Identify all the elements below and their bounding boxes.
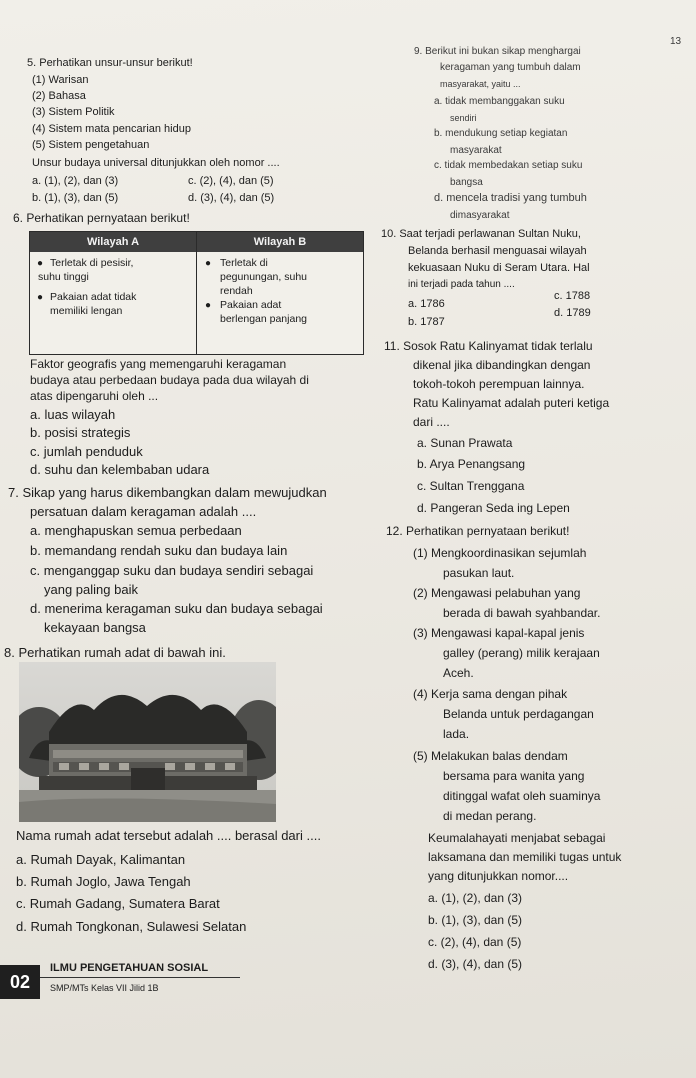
- bullet-icon: ●: [37, 258, 44, 269]
- table-cell-b2-line2: berlengan panjang: [220, 313, 307, 325]
- q7-option-a[interactable]: a. menghapuskan semua perbedaan: [30, 523, 242, 538]
- footer-divider: [40, 977, 240, 978]
- q11-stem-line2: dikenal jika dibandingkan dengan: [413, 358, 591, 372]
- q12-item-5-line2: bersama para wanita yang: [443, 769, 585, 783]
- q10-stem-line1: 10. Saat terjadi perlawanan Sultan Nuku,: [381, 228, 581, 240]
- q10-option-a[interactable]: a. 1786: [408, 298, 445, 310]
- q10-stem-line2: Belanda berhasil menguasai wilayah: [408, 245, 587, 257]
- q5-option-a[interactable]: a. (1), (2), dan (3): [32, 175, 119, 187]
- q12-stem: 12. Perhatikan pernyataan berikut!: [386, 524, 570, 538]
- q5-option-c[interactable]: c. (2), (4), dan (5): [188, 175, 274, 187]
- q6-option-c[interactable]: c. jumlah penduduk: [30, 444, 143, 459]
- q12-item-4-line2: Belanda untuk perdagangan: [443, 707, 594, 721]
- table-cell-a2-line2: memiliki lengan: [50, 305, 123, 317]
- q12-item-5-line4: di medan perang.: [443, 809, 537, 823]
- table-header-wilayah-a: Wilayah A: [30, 232, 196, 252]
- q8-option-c[interactable]: c. Rumah Gadang, Sumatera Barat: [16, 896, 220, 911]
- bullet-icon: ●: [205, 300, 212, 311]
- table-cell-a2-line1: Pakaian adat tidak: [50, 291, 137, 303]
- table-header-wilayah-b: Wilayah B: [197, 232, 363, 252]
- bullet-icon: ●: [205, 258, 212, 269]
- q5-prompt: Unsur budaya universal ditunjukkan oleh nomor ....: [32, 157, 280, 169]
- region-comparison-table: [29, 231, 364, 355]
- q11-stem-line1: 11. Sosok Ratu Kalinyamat tidak terlalu: [384, 339, 593, 353]
- table-cell-b1-line1: Terletak di: [220, 257, 268, 269]
- q11-option-a[interactable]: a. Sunan Prawata: [417, 436, 513, 450]
- q7-option-c-line2: yang paling baik: [44, 582, 138, 597]
- q8-prompt: Nama rumah adat tersebut adalah .... berasal dari ....: [16, 828, 321, 843]
- q8-option-d[interactable]: d. Rumah Tongkonan, Sulawesi Selatan: [16, 919, 247, 934]
- q9-option-a-line1[interactable]: a. tidak membanggakan suku: [434, 96, 565, 107]
- q8-option-b[interactable]: b. Rumah Joglo, Jawa Tengah: [16, 874, 191, 889]
- footer-book-title: SMP/MTs Kelas VII Jilid 1B: [50, 983, 159, 993]
- table-cell-a1-line1: Terletak di pesisir,: [50, 257, 134, 269]
- q12-item-1-line2: pasukan laut.: [443, 566, 515, 580]
- footer-page-badge: 02: [0, 965, 40, 999]
- q10-stem-line4: ini terjadi pada tahun ....: [408, 279, 515, 290]
- q7-stem-line2: persatuan dalam keragaman adalah ....: [30, 504, 257, 519]
- q9-stem-line2: keragaman yang tumbuh dalam: [440, 62, 581, 73]
- q12-option-d[interactable]: d. (3), (4), dan (5): [428, 957, 523, 971]
- table-cell-b1-line3: rendah: [220, 285, 253, 297]
- q5-item-2: (2) Bahasa: [32, 90, 86, 102]
- q10-option-c[interactable]: c. 1788: [554, 290, 591, 302]
- q12-prompt-line1: Keumalahayati menjabat sebagai: [428, 831, 606, 845]
- q12-option-a[interactable]: a. (1), (2), dan (3): [428, 891, 523, 905]
- q12-item-3-line2: galley (perang) milik kerajaan: [443, 646, 600, 660]
- q12-item-5-line1: (5) Melakukan balas dendam: [413, 749, 568, 763]
- q12-option-b[interactable]: b. (1), (3), dan (5): [428, 913, 523, 927]
- q10-option-d[interactable]: d. 1789: [554, 307, 591, 319]
- q6-prompt-line3: atas dipengaruhi oleh ...: [30, 389, 159, 403]
- page-number: 13: [670, 36, 682, 47]
- q5-item-1: (1) Warisan: [32, 74, 89, 86]
- q12-prompt-line3: yang ditunjukkan nomor....: [428, 869, 569, 883]
- q6-option-d[interactable]: d. suhu dan kelembaban udara: [30, 462, 210, 477]
- q5-stem: 5. Perhatikan unsur-unsur berikut!: [27, 57, 193, 69]
- q11-stem-line3: tokoh-tokoh perempuan lainnya.: [413, 377, 585, 391]
- q9-option-b-line2: masyarakat: [450, 145, 502, 156]
- q7-stem-line1: 7. Sikap yang harus dikembangkan dalam mewujudkan: [8, 485, 327, 500]
- q6-prompt-line1: Faktor geografis yang memengaruhi keragaman: [30, 357, 287, 371]
- rumah-gadang-photo: [19, 662, 276, 822]
- q7-option-d-line1[interactable]: d. menerima keragaman suku dan budaya sebagai: [30, 601, 323, 616]
- q6-stem: 6. Perhatikan pernyataan berikut!: [13, 211, 190, 225]
- q12-item-5-line3: ditinggal wafat oleh suaminya: [443, 789, 601, 803]
- q6-option-b[interactable]: b. posisi strategis: [30, 425, 131, 440]
- q11-option-c[interactable]: c. Sultan Trenggana: [417, 479, 525, 493]
- q12-item-2-line1: (2) Mengawasi pelabuhan yang: [413, 586, 581, 600]
- q5-item-4: (4) Sistem mata pencarian hidup: [32, 123, 191, 135]
- q9-option-c-line1[interactable]: c. tidak membedakan setiap suku: [434, 160, 583, 171]
- table-cell-b2-line1: Pakaian adat: [220, 299, 282, 311]
- q9-option-d-line1[interactable]: d. mencela tradisi yang tumbuh: [434, 192, 587, 204]
- q10-option-b[interactable]: b. 1787: [408, 316, 445, 328]
- q12-option-c[interactable]: c. (2), (4), dan (5): [428, 935, 522, 949]
- q11-option-b[interactable]: b. Arya Penangsang: [417, 457, 526, 471]
- table-cell-b1-line2: pegunungan, suhu: [220, 271, 307, 283]
- table-cell-a1-line2: suhu tinggi: [38, 271, 89, 283]
- q6-option-a[interactable]: a. luas wilayah: [30, 407, 116, 422]
- q8-stem: 8. Perhatikan rumah adat di bawah ini.: [4, 645, 226, 660]
- q7-option-b[interactable]: b. memandang rendah suku dan budaya lain: [30, 543, 288, 558]
- q11-option-d[interactable]: d. Pangeran Seda ing Lepen: [417, 501, 570, 515]
- q12-item-4-line3: lada.: [443, 727, 470, 741]
- q10-stem-line3: kekuasaan Nuku di Seram Utara. Hal: [408, 262, 590, 274]
- q5-option-b[interactable]: b. (1), (3), dan (5): [32, 192, 119, 204]
- q11-stem-line4: Ratu Kalinyamat adalah puteri ketiga: [413, 396, 610, 410]
- q11-stem-line5: dari ....: [413, 415, 450, 429]
- q7-option-c-line1[interactable]: c. menganggap suku dan budaya sendiri sebagai: [30, 563, 314, 578]
- q9-option-a-line2: sendiri: [450, 113, 477, 123]
- q7-option-d-line2: kekayaan bangsa: [44, 620, 146, 635]
- q12-item-3-line1: (3) Mengawasi kapal-kapal jenis: [413, 626, 585, 640]
- q9-stem-line1: 9. Berikut ini bukan sikap menghargai: [414, 46, 581, 57]
- q12-item-3-line3: Aceh.: [443, 666, 474, 680]
- footer-subject: ILMU PENGETAHUAN SOSIAL: [50, 962, 209, 974]
- q12-item-2-line2: berada di bawah syahbandar.: [443, 606, 601, 620]
- q12-prompt-line2: laksamana dan memiliki tugas untuk: [428, 850, 622, 864]
- q9-option-b-line1[interactable]: b. mendukung setiap kegiatan: [434, 128, 568, 139]
- q9-option-c-line2: bangsa: [450, 177, 483, 188]
- q5-option-d[interactable]: d. (3), (4), dan (5): [188, 192, 275, 204]
- q8-option-a[interactable]: a. Rumah Dayak, Kalimantan: [16, 852, 186, 867]
- q9-stem-line3: masyarakat, yaitu ...: [440, 79, 521, 89]
- q9-option-d-line2: dimasyarakat: [450, 210, 510, 221]
- q5-item-5: (5) Sistem pengetahuan: [32, 139, 150, 151]
- q12-item-4-line1: (4) Kerja sama dengan pihak: [413, 687, 568, 701]
- q5-item-3: (3) Sistem Politik: [32, 106, 115, 118]
- bullet-icon: ●: [37, 292, 44, 303]
- q6-prompt-line2: budaya atau perbedaan budaya pada dua wilayah di: [30, 373, 309, 387]
- q12-item-1-line1: (1) Mengkoordinasikan sejumlah: [413, 546, 587, 560]
